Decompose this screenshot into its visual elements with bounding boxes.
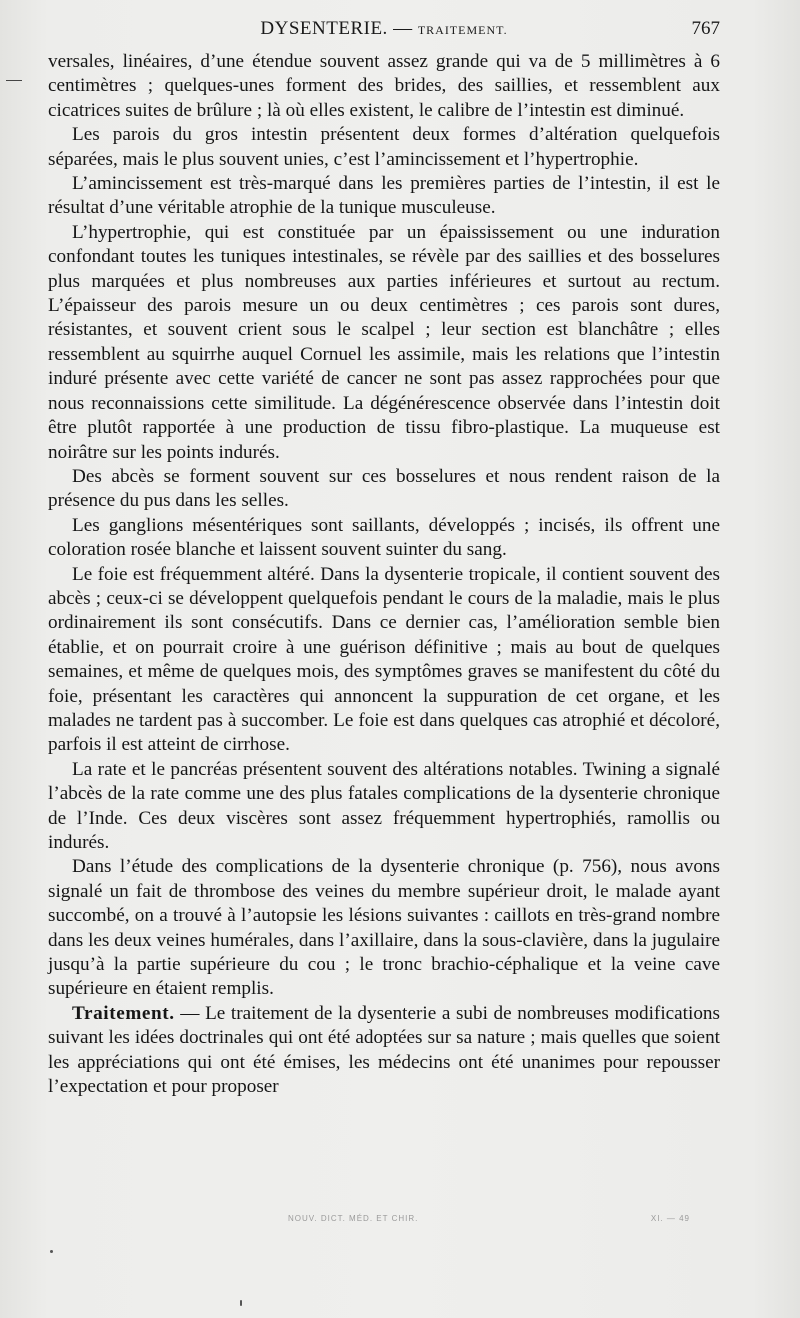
body-text <box>48 50 720 1099</box>
page-number: 767 <box>691 18 720 39</box>
treatment-paragraph <box>48 1002 720 1100</box>
heading-dash: — <box>180 1002 200 1024</box>
footer-signature: NOUV. DICT. MÉD. ET CHIR. <box>288 1214 419 1223</box>
paragraph: Le foie est fréquemment altéré. Dans la dysenterie tropicale, il contient souvent des abcès ; ceux-ci se développent quelquefois pendant le cours de la maladie, mais le plus ordinairement ils sont consécutifs. Dans ce dernier cas, l’amélioration semble bien établie, et on pourrait croire à une guérison définitive ; mais au bout de quelques semaines, et même de quelques mois, des symptômes graves se manifestent du côté du foie, présentant les caractères qui annoncent la suppuration de cet organe, et les malades ne tardent pas à succomber. Le foie est dans quelques cas atrophié et décoloré, parfois il est atteint de cirrhose. <box>48 563 720 756</box>
paragraph: Des abcès se forment souvent sur ces bosselures et nous rendent raison de la présence du pus dans les selles. <box>48 465 720 512</box>
margin-mark <box>6 80 22 81</box>
running-title <box>48 18 720 40</box>
footer-volume: XI. — 49 <box>650 1214 690 1223</box>
running-title-section: TRAITEMENT. <box>417 23 508 37</box>
paragraph: L’hypertrophie, qui est constituée par un épaississement ou une induration confondant toutes les tuniques intestinales, se révèle par des saillies et des bosselures plus marquées et plus nombreuses aux parties inférieures et surtout au rectum. L’épaisseur des parois mesure un ou deux centimètres ; ces parois sont dures, résistantes, et souvent crient sous le scalpel ; leur section est blanchâtre ; elles ressemblent au squirrhe auquel Cornuel les assimile, mais les relations que l’intestin induré présente avec cette variété de cancer ne sont pas assez rapprochées pour que nous reconnaissions cette similitude. La dégénérescence observée dans l’intestin doit être plutôt rapportée à une production de tissu fibro-plastique. La muqueuse est noirâtre sur les points indurés. <box>48 221 720 463</box>
paragraph: Les parois du gros intestin présentent deux formes d’altération quelquefois séparées, mais le plus souvent unies, c’est l’amincissement et l’hypertrophie. <box>48 124 720 170</box>
paragraph: Dans l’étude des complications de la dysenterie chronique (p. 756), nous avons signalé un fait de thrombose des veines du membre supérieur droit, le malade ayant succombé, on a trouvé à l’autopsie les lésions suivantes : caillots en très-grand nombre dans les deux veines humérales, dans l’axillaire, dans la sous-clavière, dans la jugulaire jusqu’à la partie supérieure du cou ; le tronc brachio-céphalique et la veine cave supérieure en étaient remplis. <box>48 856 720 1000</box>
page-footer <box>48 1214 720 1228</box>
paragraph: L’amincissement est très-marqué dans les premières parties de l’intestin, il est le résultat d’une véritable atrophie de la tunique musculeuse. <box>48 173 720 219</box>
running-title-separator: — <box>393 18 413 39</box>
running-head <box>48 14 720 48</box>
paragraph: La rate et le pancréas présentent souvent des altérations notables. Twining a signalé l’abcès de la rate comme une des plus fatales complications de la dysenterie chronique de l’Inde. Ces deux viscères sont assez fréquemment hypertrophiés, ramollis ou indurés. <box>48 758 720 853</box>
paragraph: versales, linéaires, d’une étendue souvent assez grande qui va de 5 millimètres à 6 centimètres ; quelques-unes forment des brides, des saillies, et ressemblent aux cicatrices suites de brûlure ; là où elles existent, le calibre de l’intestin est diminué. <box>48 51 720 121</box>
ink-speck <box>240 1300 242 1306</box>
section-heading: Traitement. <box>72 1002 175 1024</box>
paragraph: Les ganglions mésentériques sont saillants, développés ; incisés, ils offrent une coloration rosée blanche et laissent souvent suinter du sang. <box>48 514 720 561</box>
treatment-text: Le traitement de la dysenterie a subi de nombreuses modifications suivant les idées doctrinales qui ont été adoptées sur sa nature ; mais quelles que soient les appréciations qui ont été émises, les médecins ont été unanimes pour repousser l’expectation et pour proposer <box>48 1002 720 1098</box>
running-title-main: DYSENTERIE. <box>260 18 388 39</box>
ink-speck <box>50 1250 53 1253</box>
